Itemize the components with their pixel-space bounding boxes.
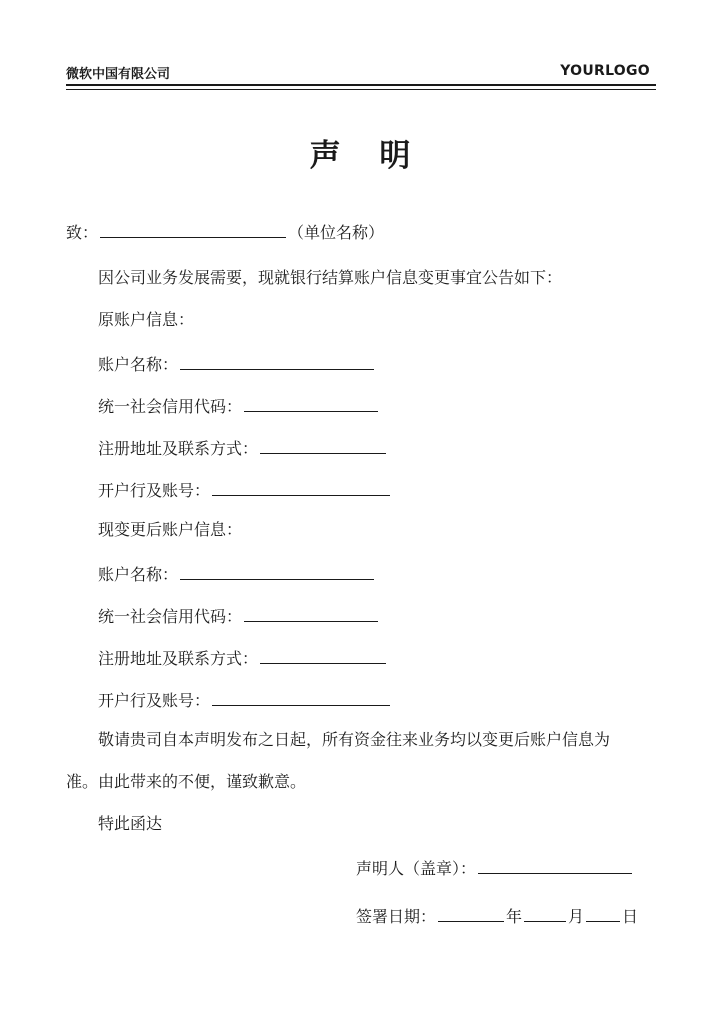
intro-paragraph: 因公司业务发展需要，现就银行结算账户信息变更事宜公告如下： (98, 268, 563, 287)
updated-account-name-line (98, 562, 376, 585)
field-label: 开户行及账号： (98, 481, 211, 500)
company-name: 微软中国有限公司 (66, 67, 171, 82)
field-label: 账户名称： (98, 565, 179, 584)
day-blank[interactable] (586, 904, 620, 922)
field-label: 注册地址及联系方式： (98, 439, 259, 458)
page-header (66, 60, 654, 82)
recipient-blank[interactable] (100, 220, 286, 238)
field-label: 注册地址及联系方式： (98, 649, 259, 668)
original-account-name-line (98, 352, 376, 375)
updated-credit-code-line (98, 604, 380, 627)
declarant-line (356, 856, 634, 879)
field-label: 账户名称： (98, 355, 179, 374)
recipient-line (66, 220, 384, 243)
header-rule-thin (66, 89, 656, 90)
closing-text: 特此函达 (98, 814, 163, 833)
year-label: 年 (506, 907, 523, 926)
request-paragraph-line2: 准。由此带来的不便，谨致歉意。 (66, 772, 307, 791)
original-bank-blank[interactable] (212, 478, 390, 496)
field-label: 统一社会信用代码： (98, 397, 243, 416)
field-label: 统一社会信用代码： (98, 607, 243, 626)
original-account-name-blank[interactable] (180, 352, 374, 370)
updated-address-blank[interactable] (260, 646, 386, 664)
recipient-label: 致： (66, 223, 99, 242)
original-address-blank[interactable] (260, 436, 386, 454)
header-rule-thick (66, 84, 656, 86)
recipient-suffix: （单位名称） (288, 223, 385, 242)
month-label: 月 (568, 907, 585, 926)
updated-address-line (98, 646, 388, 669)
original-bank-line (98, 478, 392, 501)
original-credit-code-blank[interactable] (244, 394, 378, 412)
declarant-label: 声明人（盖章）： (356, 859, 477, 878)
request-paragraph-line1: 敬请贵司自本声明发布之日起，所有资金往来业务均以变更后账户信息为 (98, 730, 611, 749)
updated-bank-blank[interactable] (212, 688, 390, 706)
field-label: 开户行及账号： (98, 691, 211, 710)
day-label: 日 (622, 907, 639, 926)
original-address-line (98, 436, 388, 459)
date-label: 签署日期： (356, 907, 437, 926)
logo-text: YOURLOGO (560, 63, 650, 79)
updated-bank-line (98, 688, 392, 711)
original-credit-code-line (98, 394, 380, 417)
updated-heading: 现变更后账户信息： (98, 520, 243, 539)
declarant-blank[interactable] (478, 856, 632, 874)
updated-credit-code-blank[interactable] (244, 604, 378, 622)
document-title: 声 明 (309, 138, 425, 174)
month-blank[interactable] (524, 904, 566, 922)
year-blank[interactable] (438, 904, 504, 922)
original-heading: 原账户信息： (98, 310, 195, 329)
updated-account-name-blank[interactable] (180, 562, 374, 580)
signing-date-line (356, 904, 638, 927)
